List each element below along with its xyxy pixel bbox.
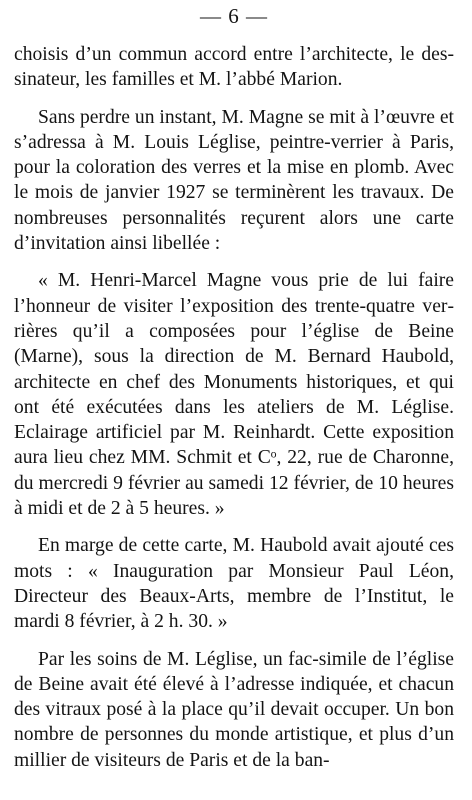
body-text	[14, 42, 454, 773]
paragraph-haubold-note: En marge de cette carte, M. Haubold avait ajouté ces mots : « Inauguration par Monsieur Paul Léon, Directeur des Beaux-Arts, membre de l’Institut, le mardi 8 février, à 2 h. 30. »	[14, 535, 454, 633]
paragraph-continuation: choisis d’un commun accord entre l’architecte, le dessinateur, les familles et M. l’abbé Marion.	[14, 44, 454, 91]
paragraph-magne-leglise: Sans perdre un instant, M. Magne se mit à l’œuvre et s’adressa à M. Louis Léglise, peintre-verrier à Paris, pour la coloration des verres et la mise en plomb. Avec le mois de janvier 1927 se terminèrent les travaux. De nombreuses personnalités reçurent alors une carte d’invitation ainsi libellée :	[14, 106, 454, 255]
paragraph-invitation-card: « M. Henri-Marcel Magne vous prie de lui faire l’honneur de visiter l’exposition des trente-quatre verrières qu’il a composées pour l’église de Beine (Marne), sous la direction de M. Bernard Haubold, architecte en chef des Monuments historiques, et qui ont été exécutées dans les ateliers de M. Léglise. Eclairage artificiel par M. Reinhardt. Cette exposition aura lieu chez MM. Schmit et Cᵒ, 22, rue de Charonne, du mercredi 9 février au samedi 12 février, de 10 heures à midi et de 2 à 5 heures. »	[14, 270, 454, 520]
page-number: — 6 —	[200, 4, 268, 28]
paragraph-fac-simile: Par les soins de M. Léglise, un fac-simile de l’église de Beine avait été élevé à l’adresse indiquée, et chacun des vitraux posé à la place qu’il devait occuper. Un bon nombre de personnes du monde artistique, et plus d’un millier de visiteurs de Paris et de la ban-	[14, 648, 454, 771]
